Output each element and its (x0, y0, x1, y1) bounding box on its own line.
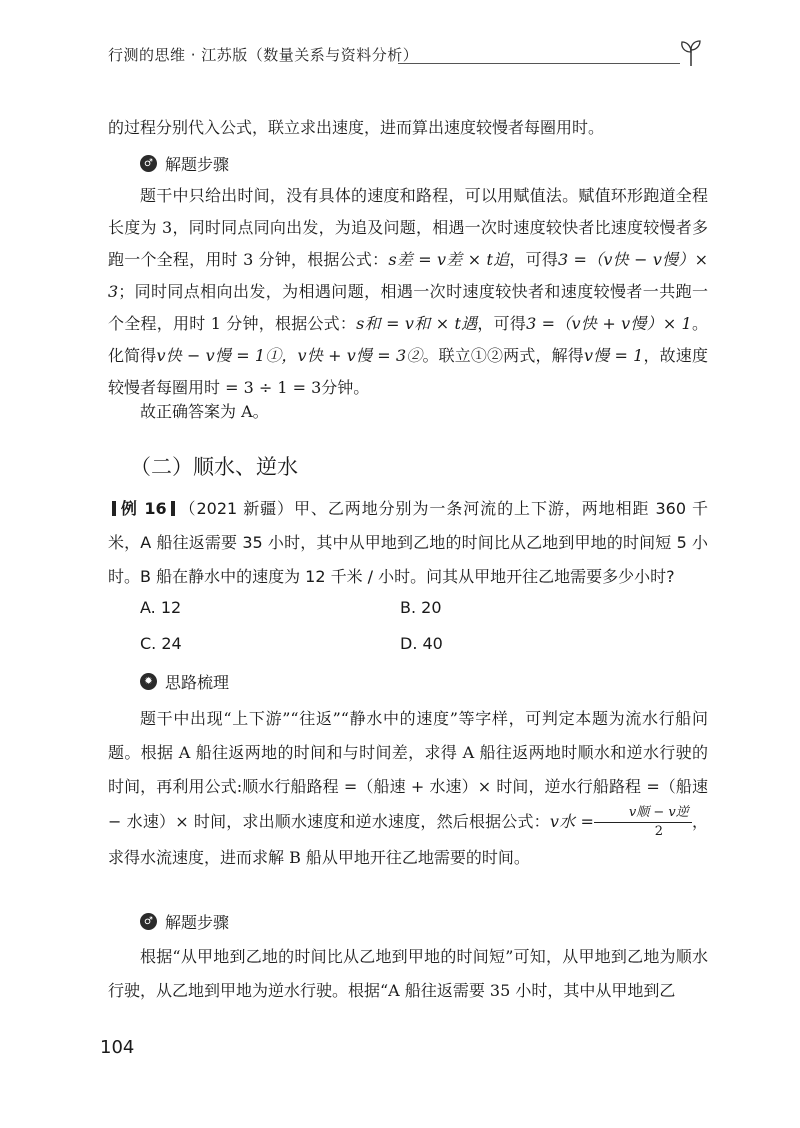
solution-steps-label: 解题步骤 (165, 155, 230, 174)
formula-simplified: v快 − v慢 = 1①，v快 + v慢 = 3② (156, 346, 423, 365)
solution-text-2: ，可得 (509, 250, 559, 269)
solution-text-5: 。化简得 (108, 314, 708, 365)
fraction-denominator: 2 (654, 824, 663, 839)
page-number: 104 (100, 1037, 135, 1058)
label-bar-left (112, 501, 116, 516)
thinking-tail: ，求得水流速度，进而求解 B 船从甲地开往乙地需要的时间。 (108, 812, 708, 867)
option-b: B. 20 (400, 598, 442, 617)
solution-text-4: ，可得 (477, 314, 527, 333)
solution-paragraph (108, 180, 708, 404)
option-c: C. 24 (140, 634, 182, 653)
option-a: A. 12 (140, 598, 182, 617)
formula-chase-result: 3 =（v快 − v慢）× 3 (108, 250, 708, 301)
formula-fraction (594, 804, 692, 841)
solution-text-7: ，故速度较慢者每圈用时 = 3 ÷ 1 = 3分钟。 (108, 346, 708, 397)
flask-icon: ♂ (140, 155, 157, 172)
formula-meet-result: 3 =（v快 + v慢）× 1 (526, 314, 692, 333)
example-question (108, 492, 708, 594)
formula-meet: s和 = v和 × t遇 (356, 314, 478, 333)
thinking-paragraph (108, 702, 708, 875)
option-d: D. 40 (400, 634, 443, 653)
example-text: 甲、乙两地分别为一条河流的上下游，两地相距 360 千米，A 船往返需要 35 小时，其中从甲地到乙地的时间比从乙地到甲地的时间短 5 小时。B 船在静水中的速度为 12 千米 / 小时。问其从甲地开往乙地需要多少小时? (108, 499, 709, 586)
thinking-label: 思路梳理 (165, 673, 230, 692)
answer-line: 故正确答案为 A。 (140, 402, 269, 421)
running-header: 行测的思维 · 江苏版（数量关系与资料分析） (108, 46, 419, 64)
solution2-label: 解题步骤 (165, 913, 230, 932)
thinking-heading (140, 670, 229, 693)
solution-text-1: 题干中只给出时间，没有具体的速度和路程，可以用赋值法。赋值环形跑道全程长度为 3，同时同点同向出发，为追及问题，相遇一次时速度较快者比速度较慢者多跑一个全程，用时 3 分钟，根据公式： (108, 186, 708, 269)
fraction-numerator: v顺 − v逆 (594, 804, 692, 823)
example-label: 例 16 (120, 499, 167, 518)
solution2-paragraph: 根据“从甲地到乙地的时间比从乙地到甲地的时间短”可知，从甲地到乙地为顺水行驶，从乙地到甲地为逆水行驶。根据“A 船往返需要 35 小时，其中从甲地到乙 (108, 947, 708, 1000)
continuation-text: 的过程分别代入公式，联立求出速度，进而算出速度较慢者每圈用时。 (108, 118, 605, 137)
gear-icon: ✹ (140, 673, 157, 690)
formula-water-speed: v水 = (549, 812, 594, 831)
formula-chase: s差 = v差 × t追 (388, 250, 510, 269)
solution2-heading (140, 910, 229, 933)
solution-text-3: ；同时同点相向出发，为相遇问题，相遇一次时速度较快者和速度较慢者一共跑一个全程，用时 1 分钟，根据公式： (108, 282, 708, 333)
sprout-icon (678, 38, 704, 68)
flask-icon: ♂ (140, 913, 157, 930)
solution-steps-heading (140, 152, 229, 175)
section-title: （二）顺水、逆水 (130, 455, 298, 479)
formula-slow-speed: v慢 = 1 (583, 346, 644, 365)
thinking-text: 题干中出现“上下游”“往返”“静水中的速度”等字样，可判定本题为流水行船问题。根据 A 船往返两地的时间和与时间差，求得 A 船往返两地时顺水和逆水行驶的时间，再利用公式:顺水行船路程 =（船速 + 水速）× 时间，逆水行船路程 =（船速 − 水速）× 时间，求出顺水速度和逆水速度，然后根据公式： (108, 709, 708, 831)
solution-text-6: 。联立①②两式，解得 (422, 346, 584, 365)
header-rule (398, 63, 680, 64)
label-bar-right (171, 501, 175, 516)
example-source: （2021 新疆） (178, 499, 294, 518)
